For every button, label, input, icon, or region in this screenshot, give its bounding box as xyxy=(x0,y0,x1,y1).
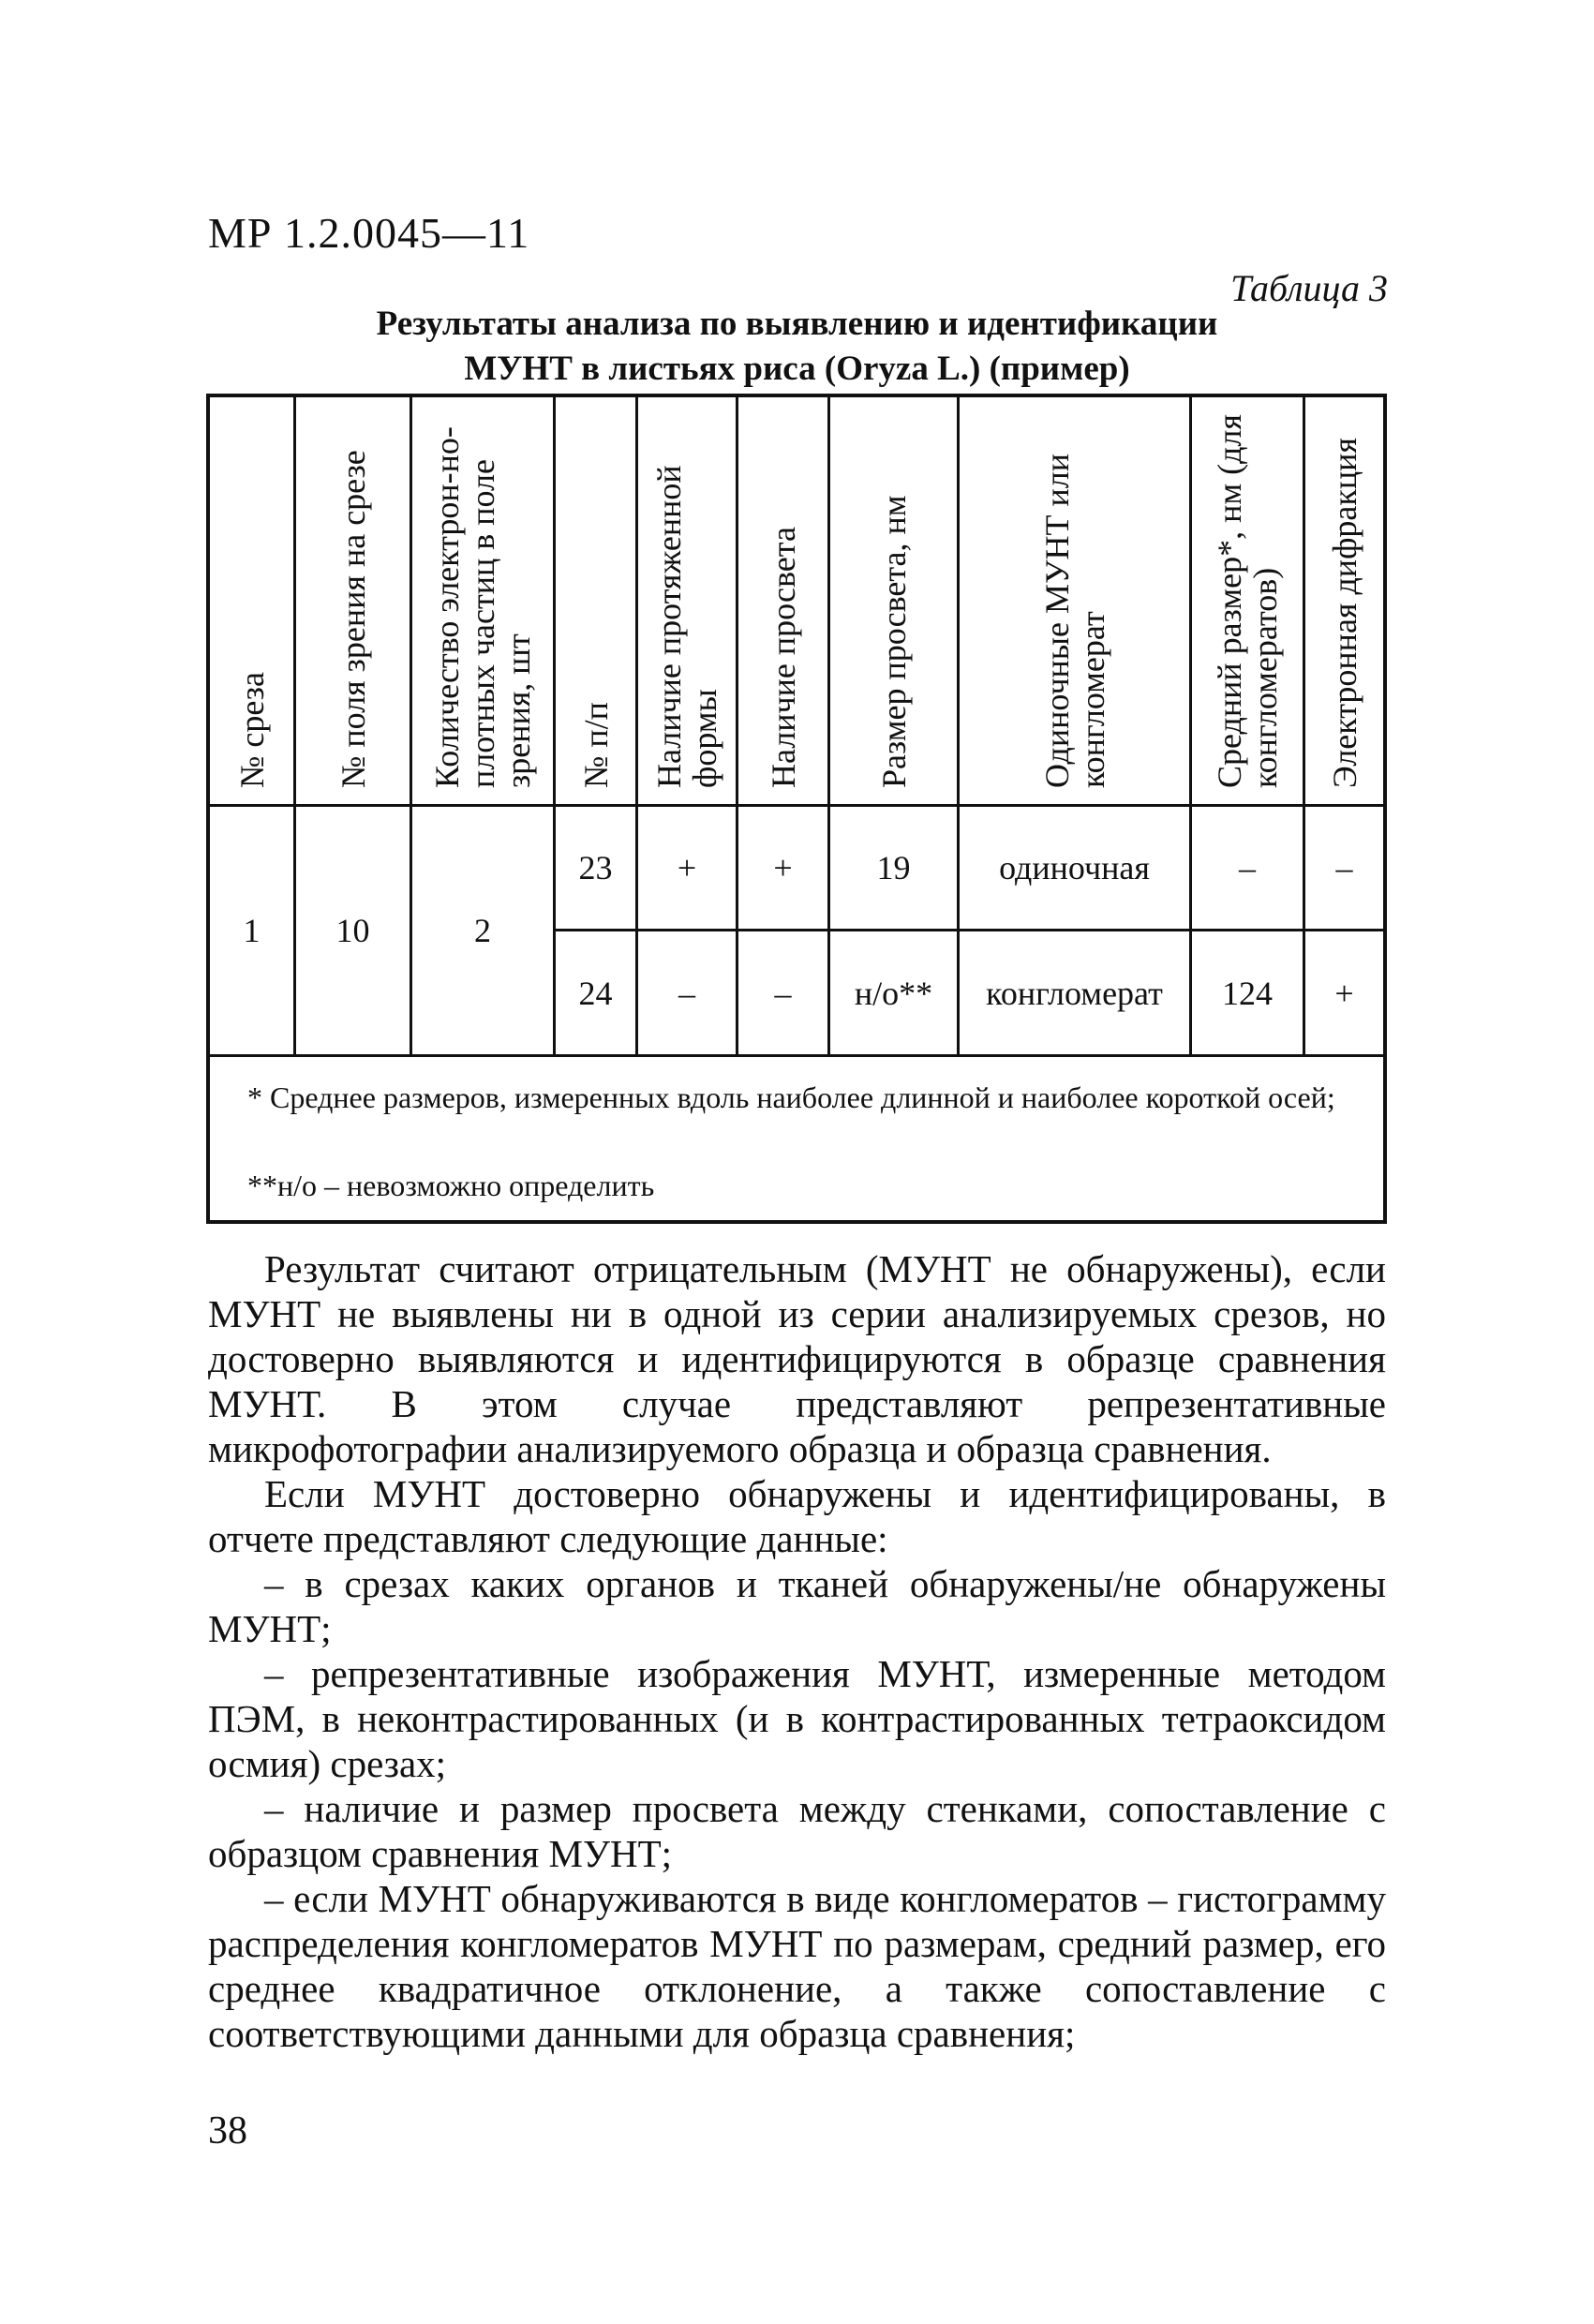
table-cell: + xyxy=(677,849,697,886)
column-header: Электронная дифракция xyxy=(1325,438,1363,788)
paragraph: Если МУНТ достоверно обнаружены и идентифицированы, в отчете представляют следующие данные: xyxy=(208,1472,1386,1560)
table-cell: – xyxy=(1335,849,1353,886)
table-caption xyxy=(208,302,1386,392)
table-cell: 2 xyxy=(474,912,491,949)
table-cell: + xyxy=(773,849,793,886)
column-header: Средний размер*, нм (для конгломератов) xyxy=(1211,414,1284,788)
table-cell: – xyxy=(1239,849,1256,886)
table-cell: н/о** xyxy=(854,974,933,1012)
column-header: № поля зрения на срезе xyxy=(334,450,372,788)
paragraph: Результат считают отрицательным (МУНТ не обнаружены), если МУНТ не выявлены ни в одной из серии анализируемых срезов, но достоверно выявляются и идентифицируются в образце сравнения МУНТ. В этом случае представляют репрезентативные микрофотографии анализируемого образца и образца сравнения. xyxy=(208,1247,1386,1470)
table-cell: одиночная xyxy=(999,849,1150,886)
document-code: МР 1.2.0045—11 xyxy=(208,209,530,257)
list-item: – в срезах каких органов и тканей обнаружены/не обнаружены МУНТ; xyxy=(208,1562,1386,1650)
table-label: Таблица 3 xyxy=(1230,267,1388,309)
table-cell: – xyxy=(678,974,695,1012)
body-text xyxy=(208,1246,1386,2056)
page-number: 38 xyxy=(208,2109,247,2153)
column-header: Наличие протяженной формы xyxy=(650,465,723,788)
column-header: Размер просвета, нм xyxy=(874,495,913,788)
results-table xyxy=(206,394,1387,1224)
table-footnote: **н/о – невозможно определить xyxy=(247,1169,655,1202)
table-cell: 23 xyxy=(578,849,613,886)
table-cell: 24 xyxy=(578,974,613,1012)
table-cell: 124 xyxy=(1222,974,1273,1012)
caption-line-2: МУНТ в листьях риса (Oryza L.) (пример) xyxy=(464,350,1130,388)
column-header: Количество электрон-но-плотных частиц в поле зрения, шт xyxy=(428,426,537,788)
list-item: – если МУНТ обнаруживаются в виде конгломератов – гистограмму распределения конгломератов МУНТ по размерам, средний размер, его среднее квадратичное отклонение, а также сопоставление с соответствующими данными для образца сравнения; xyxy=(208,1877,1386,2055)
column-header: № среза xyxy=(232,672,271,788)
table-cell: 19 xyxy=(876,849,911,886)
caption-line-1: Результаты анализа по выявлению и идентификации xyxy=(376,305,1218,343)
table-cell: – xyxy=(774,974,792,1012)
table-cell: конгломерат xyxy=(986,974,1163,1012)
table-cell: 1 xyxy=(243,912,261,949)
list-item: – репрезентативные изображения МУНТ, измеренные методом ПЭМ, в неконтрастированных (и в контрастированных тетраоксидом осмия) срезах; xyxy=(208,1652,1386,1785)
table-hline xyxy=(210,1054,1383,1057)
table-footnote: * Среднее размеров, измеренных вдоль наиболее длинной и наиболее короткой осей; xyxy=(247,1080,1335,1114)
table-cell: 10 xyxy=(335,912,370,949)
list-item: – наличие и размер просвета между стенками, сопоставление с образцом сравнения МУНТ; xyxy=(208,1787,1386,1875)
column-header: № п/п xyxy=(576,702,615,788)
column-header: Одиночные МУНТ или конгломерат xyxy=(1037,454,1111,788)
column-header: Наличие просвета xyxy=(764,527,802,788)
table-cell: + xyxy=(1334,974,1354,1012)
